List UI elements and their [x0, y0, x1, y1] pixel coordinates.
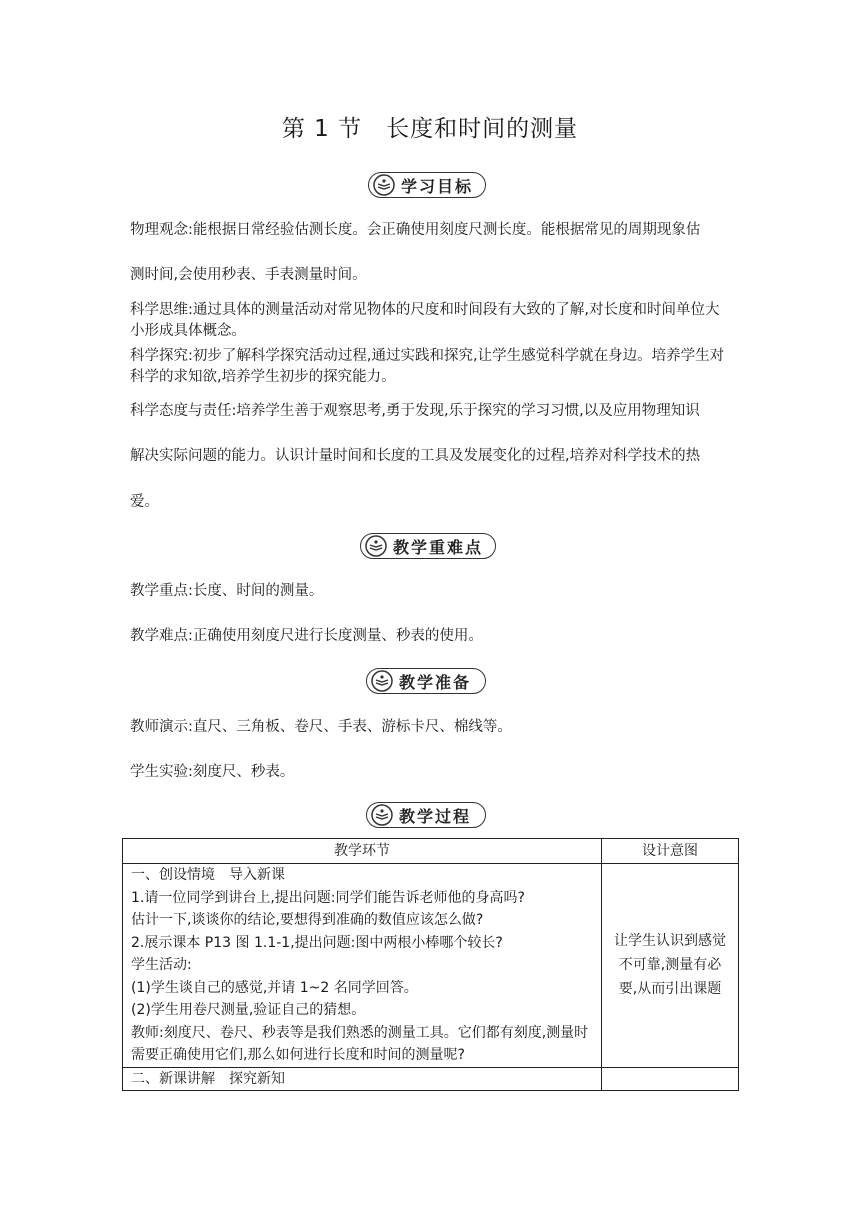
- step-line: (1)学生谈自己的感觉,并请 1~2 名同学回答。: [131, 979, 418, 996]
- page-title: 第 1 节 长度和时间的测量: [281, 116, 579, 142]
- section-header-key-points: [360, 533, 496, 559]
- header-design-intent: 设计意图: [602, 839, 739, 864]
- section-title: 教学过程: [399, 806, 472, 826]
- section-title: 教学准备: [399, 672, 472, 692]
- step-cell: 二、新课讲解 探究新知: [123, 1067, 602, 1091]
- objective-scientific-inquiry: 科学探究:初步了解科学探究活动过程,通过实践和探究,让学生感觉科学就在身边。培养学生对科学的求知欲,培养学生初步的探究能力。: [130, 348, 725, 385]
- intent-cell: 让学生认识到感觉不可靠,测量有必要,从而引出课题: [602, 864, 739, 1068]
- student-experiment: 学生实验:刻度尺、秒表。: [130, 764, 295, 780]
- book-icon: [373, 174, 395, 196]
- step-cell: [123, 864, 602, 1068]
- objective-physics-concept: 物理观念:能根据日常经验估测长度。会正确使用刻度尺测长度。能根据常见的周期现象估: [130, 222, 701, 238]
- objective-attitude-end: 爱。: [130, 494, 159, 510]
- step-line: 估计一下,谈谈你的结论,要想得到准确的数值应该怎么做?: [131, 912, 484, 928]
- table-row: [123, 1067, 739, 1091]
- teaching-process-table: [122, 838, 739, 1091]
- objective-attitude-cont: 解决实际问题的能力。认识计量时间和长度的工具及发展变化的过程,培养对科学技术的热: [130, 448, 701, 464]
- step-line: 教师:刻度尺、卷尺、秒表等是我们熟悉的测量工具。它们都有刻度,测量时需要正确使用它们,那么如何进行长度和时间的测量呢?: [131, 1024, 589, 1063]
- section-header-objectives: [368, 172, 486, 198]
- teaching-difficulty: 教学难点:正确使用刻度尺进行长度测量、秒表的使用。: [130, 628, 483, 644]
- teaching-focus: 教学重点:长度、时间的测量。: [130, 583, 324, 599]
- section-title: 学习目标: [401, 176, 474, 196]
- table-row: [123, 864, 739, 1068]
- step-line: 1.请一位同学到讲台上,提出问题:同学们能告诉老师他的身高吗?: [131, 889, 525, 906]
- teacher-demo: 教师演示:直尺、三角板、卷尺、手表、游标卡尺、棉线等。: [130, 719, 512, 735]
- book-icon: [365, 535, 387, 557]
- section-header-process: [366, 802, 486, 828]
- step-line: 2.展示课本 P13 图 1.1-1,提出问题:图中两根小棒哪个较长?: [131, 934, 503, 951]
- step-line: 学生活动:: [131, 957, 192, 973]
- section-title: 教学重难点: [393, 537, 484, 557]
- table-header-row: [123, 839, 739, 864]
- header-teaching-step: 教学环节: [123, 839, 602, 864]
- objective-attitude: 科学态度与责任:培养学生善于观察思考,勇于发现,乐于探究的学习习惯,以及应用物理知识: [130, 403, 700, 419]
- book-icon: [371, 804, 393, 826]
- objective-physics-concept-cont: 测时间,会使用秒表、手表测量时间。: [130, 267, 367, 283]
- step-line: (2)学生用卷尺测量,验证自己的猜想。: [131, 1002, 366, 1018]
- section-header-preparation: [366, 668, 486, 694]
- step-line: 一、创设情境 导入新课: [131, 867, 285, 883]
- intent-cell: [602, 1067, 739, 1091]
- objective-scientific-thinking: 科学思维:通过具体的测量活动对常见物体的尺度和时间段有大致的了解,对长度和时间单位大小形成具体概念。: [130, 302, 720, 339]
- book-icon: [371, 670, 393, 692]
